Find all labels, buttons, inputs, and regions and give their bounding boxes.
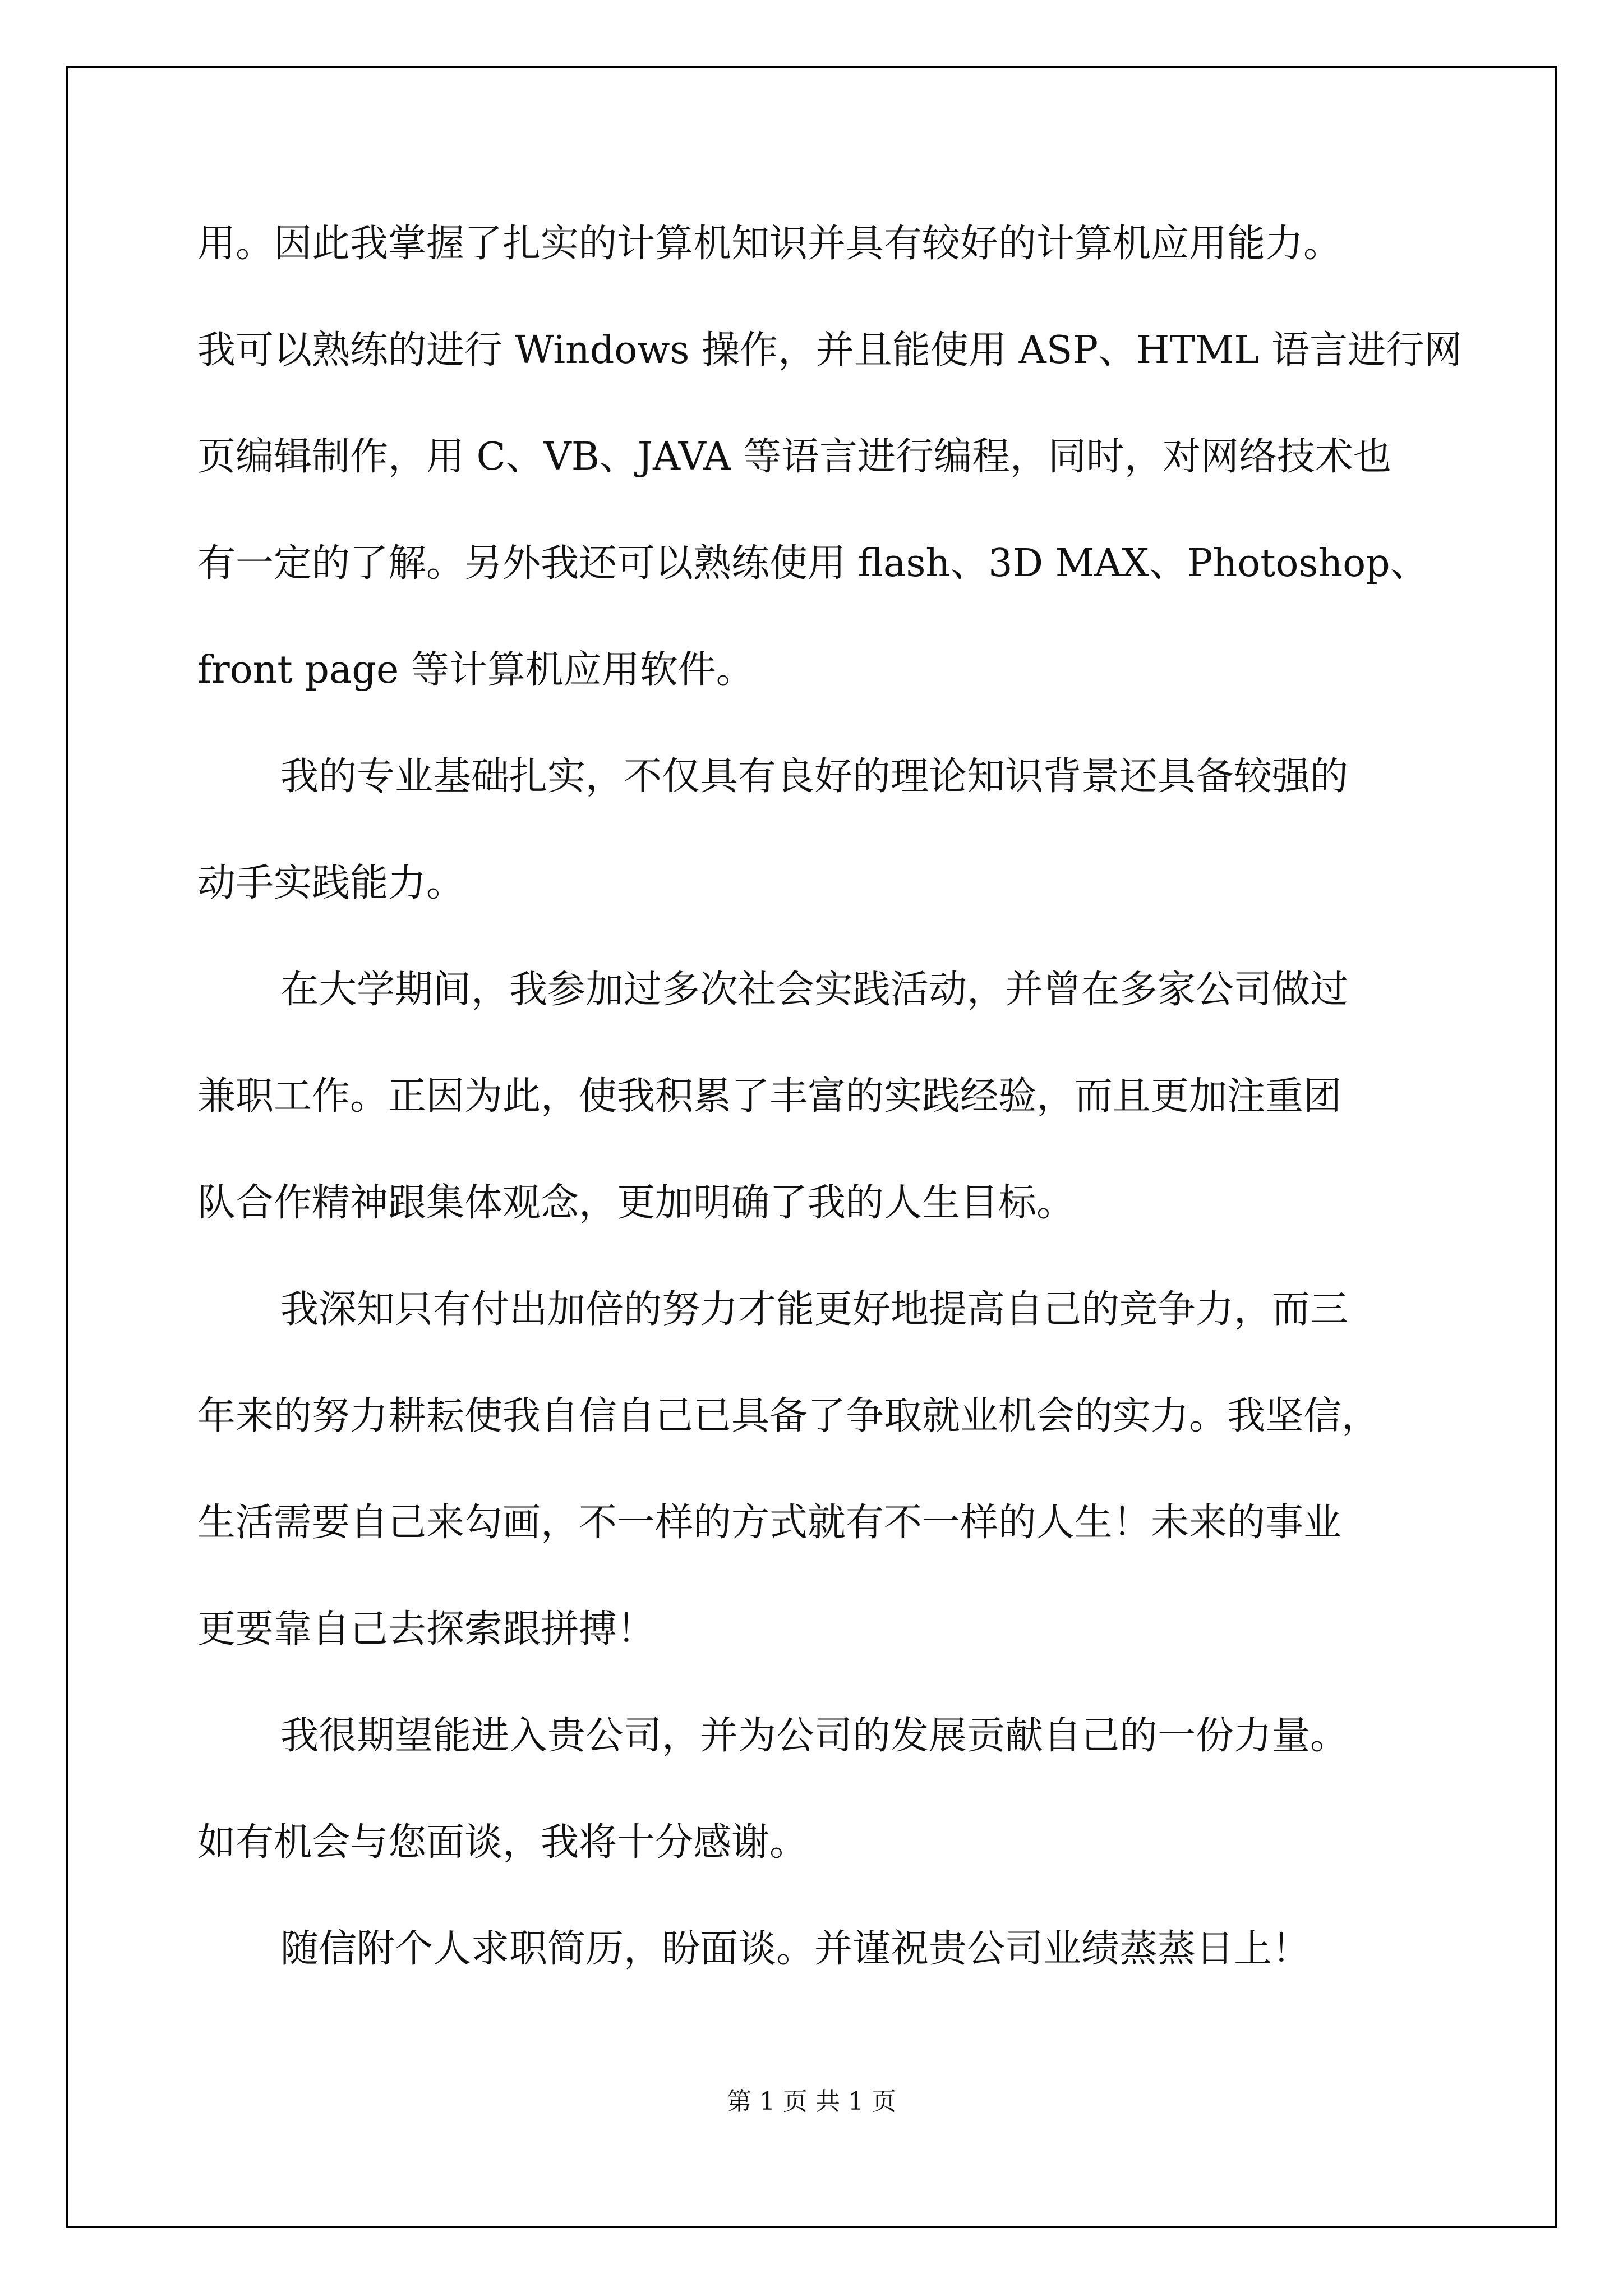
text-line: 有一定的了解。另外我还可以熟练使用 flash、3D MAX、Photoshop、 [197, 541, 1428, 586]
page-border [66, 66, 1557, 2228]
text-line: 更要靠自己去探索跟拼搏！ [197, 1607, 656, 1651]
paragraph-first-line: 我的专业基础扎实，不仅具有良好的理论知识背景还具备较强的 [280, 754, 1349, 799]
text-line: 如有机会与您面谈，我将十分感谢。 [197, 1820, 808, 1865]
text-line: 我可以熟练的进行 Windows 操作，并且能使用 ASP、HTML 语言进行网 [197, 328, 1463, 372]
paragraph-first-line: 在大学期间，我参加过多次社会实践活动，并曾在多家公司做过 [280, 968, 1349, 1012]
text-line: 年来的努力耕耘使我自信自己已具备了争取就业机会的实力。我坚信， [197, 1394, 1380, 1438]
text-line: front page 等计算机应用软件。 [197, 648, 754, 692]
paragraph-first-line: 随信附个人求职简历，盼面谈。并谨祝贵公司业绩蒸蒸日上！ [280, 1927, 1311, 1971]
text-line: 生活需要自己来勾画，不一样的方式就有不一样的人生！未来的事业 [197, 1501, 1342, 1545]
text-line: 页编辑制作，用 C、VB、JAVA 等语言进行编程，同时，对网络技术也 [197, 435, 1391, 479]
text-line: 动手实践能力。 [197, 861, 465, 905]
text-line: 用。因此我掌握了扎实的计算机知识并具有较好的计算机应用能力。 [197, 222, 1342, 266]
text-line: 兼职工作。正因为此，使我积累了丰富的实践经验，而且更加注重团 [197, 1074, 1342, 1119]
page-footer: 第 1 页 共 1 页 [727, 2087, 896, 2116]
paragraph-first-line: 我深知只有付出加倍的努力才能更好地提高自己的竞争力，而三 [280, 1287, 1349, 1332]
paragraph-first-line: 我很期望能进入贵公司，并为公司的发展贡献自己的一份力量。 [280, 1714, 1349, 1758]
text-line: 队合作精神跟集体观念，更加明确了我的人生目标。 [197, 1181, 1075, 1225]
